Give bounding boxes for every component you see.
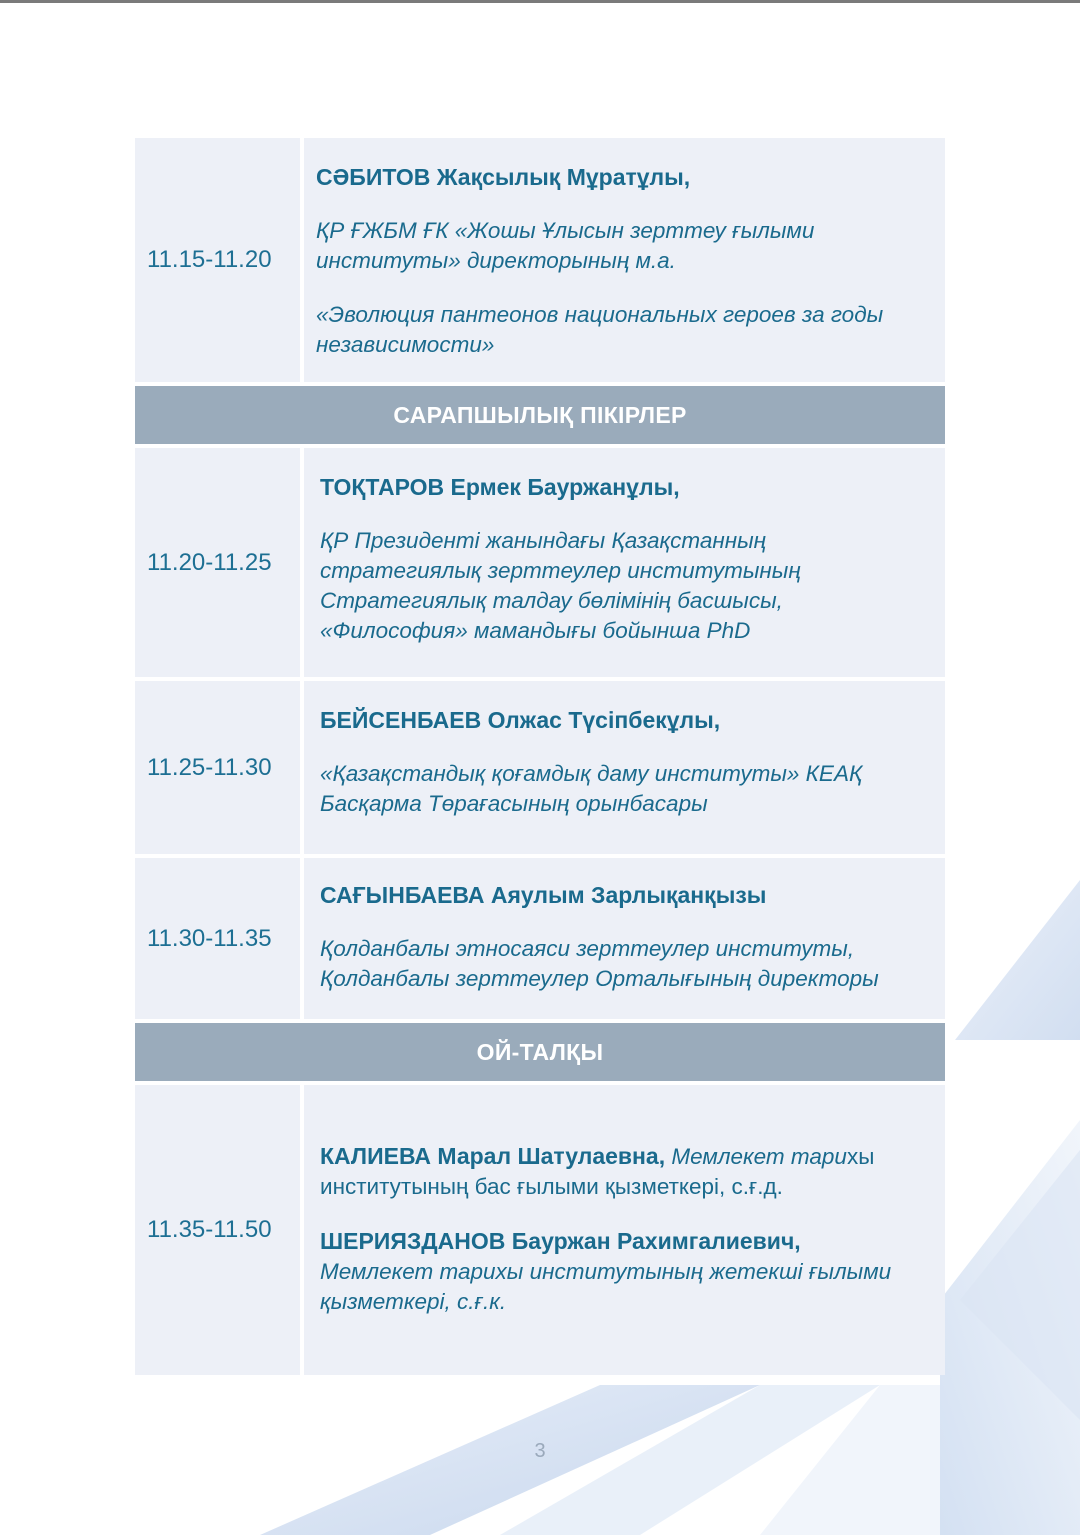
time-cell: 11.35-11.50 — [135, 1085, 300, 1375]
participant-position: хы институтының бас ғылыми қызметкері, с.ғ.д. — [320, 1144, 875, 1199]
program-table — [135, 138, 945, 1379]
participant-name: ШЕРИЯЗДАНОВ Бауржан Рахимгалиевич, — [320, 1228, 801, 1254]
program-row — [135, 858, 945, 1019]
program-row — [135, 448, 945, 677]
program-row — [135, 138, 945, 382]
speaker-name: САҒЫНБАЕВА Аяулым Зарлықанқызы — [320, 882, 767, 908]
time-cell: 11.30-11.35 — [135, 858, 300, 1019]
speaker-name: ТОҚТАРОВ Ермек Бауржанұлы, — [320, 474, 680, 500]
program-row — [135, 681, 945, 854]
speaker-cell — [304, 681, 945, 854]
time-cell: 11.15-11.20 — [135, 138, 300, 382]
speaker-cell — [304, 448, 945, 677]
participant-1 — [320, 1141, 931, 1202]
speaker-cell — [304, 1085, 945, 1375]
page-number: 3 — [534, 1440, 546, 1462]
talk-title: «Эволюция пантеонов национальных героев за годы независимости» — [316, 302, 884, 357]
speaker-name: СӘБИТОВ Жақсылық Мұратұлы, — [316, 164, 691, 190]
section-header: ОЙ-ТАЛҚЫ — [135, 1023, 945, 1081]
speaker-position: ҚР ҒЖБМ ҒК «Жошы Ұлысын зерттеу ғылыми институты» директорының м.а. — [316, 218, 815, 273]
speaker-position: «Қазақстандық қоғамдық даму институты» КЕАҚ Басқарма Төрағасының орынбасары — [320, 761, 863, 816]
participant-position-italic: Мемлекет тари — [671, 1144, 847, 1169]
speaker-cell — [304, 138, 945, 382]
participant-2 — [320, 1226, 931, 1317]
participant-name: КАЛИЕВА Марал Шатулаевна, — [320, 1143, 666, 1169]
time-cell: 11.20-11.25 — [135, 448, 300, 677]
speaker-cell — [304, 858, 945, 1019]
program-row — [135, 1085, 945, 1375]
participant-position-italic: Мемлекет тарихы институтының жетекші ғылыми қызметкері, с.ғ.к. — [320, 1259, 892, 1314]
section-header: САРАПШЫЛЫҚ ПІКІРЛЕР — [135, 386, 945, 444]
speaker-position: Қолданбалы этносаяси зерттеулер институты, Қолданбалы зерттеулер Орталығының директоры — [320, 936, 879, 991]
speaker-position: ҚР Президенті жанындағы Қазақстанның стратегиялық зерттеулер институтының Стратегиялық талдау бөлімінің басшысы, «Философия» мамандығы бойынша PhD — [320, 528, 801, 643]
time-cell: 11.25-11.30 — [135, 681, 300, 854]
speaker-name: БЕЙСЕНБАЕВ Олжас Түсіпбекұлы, — [320, 707, 721, 733]
